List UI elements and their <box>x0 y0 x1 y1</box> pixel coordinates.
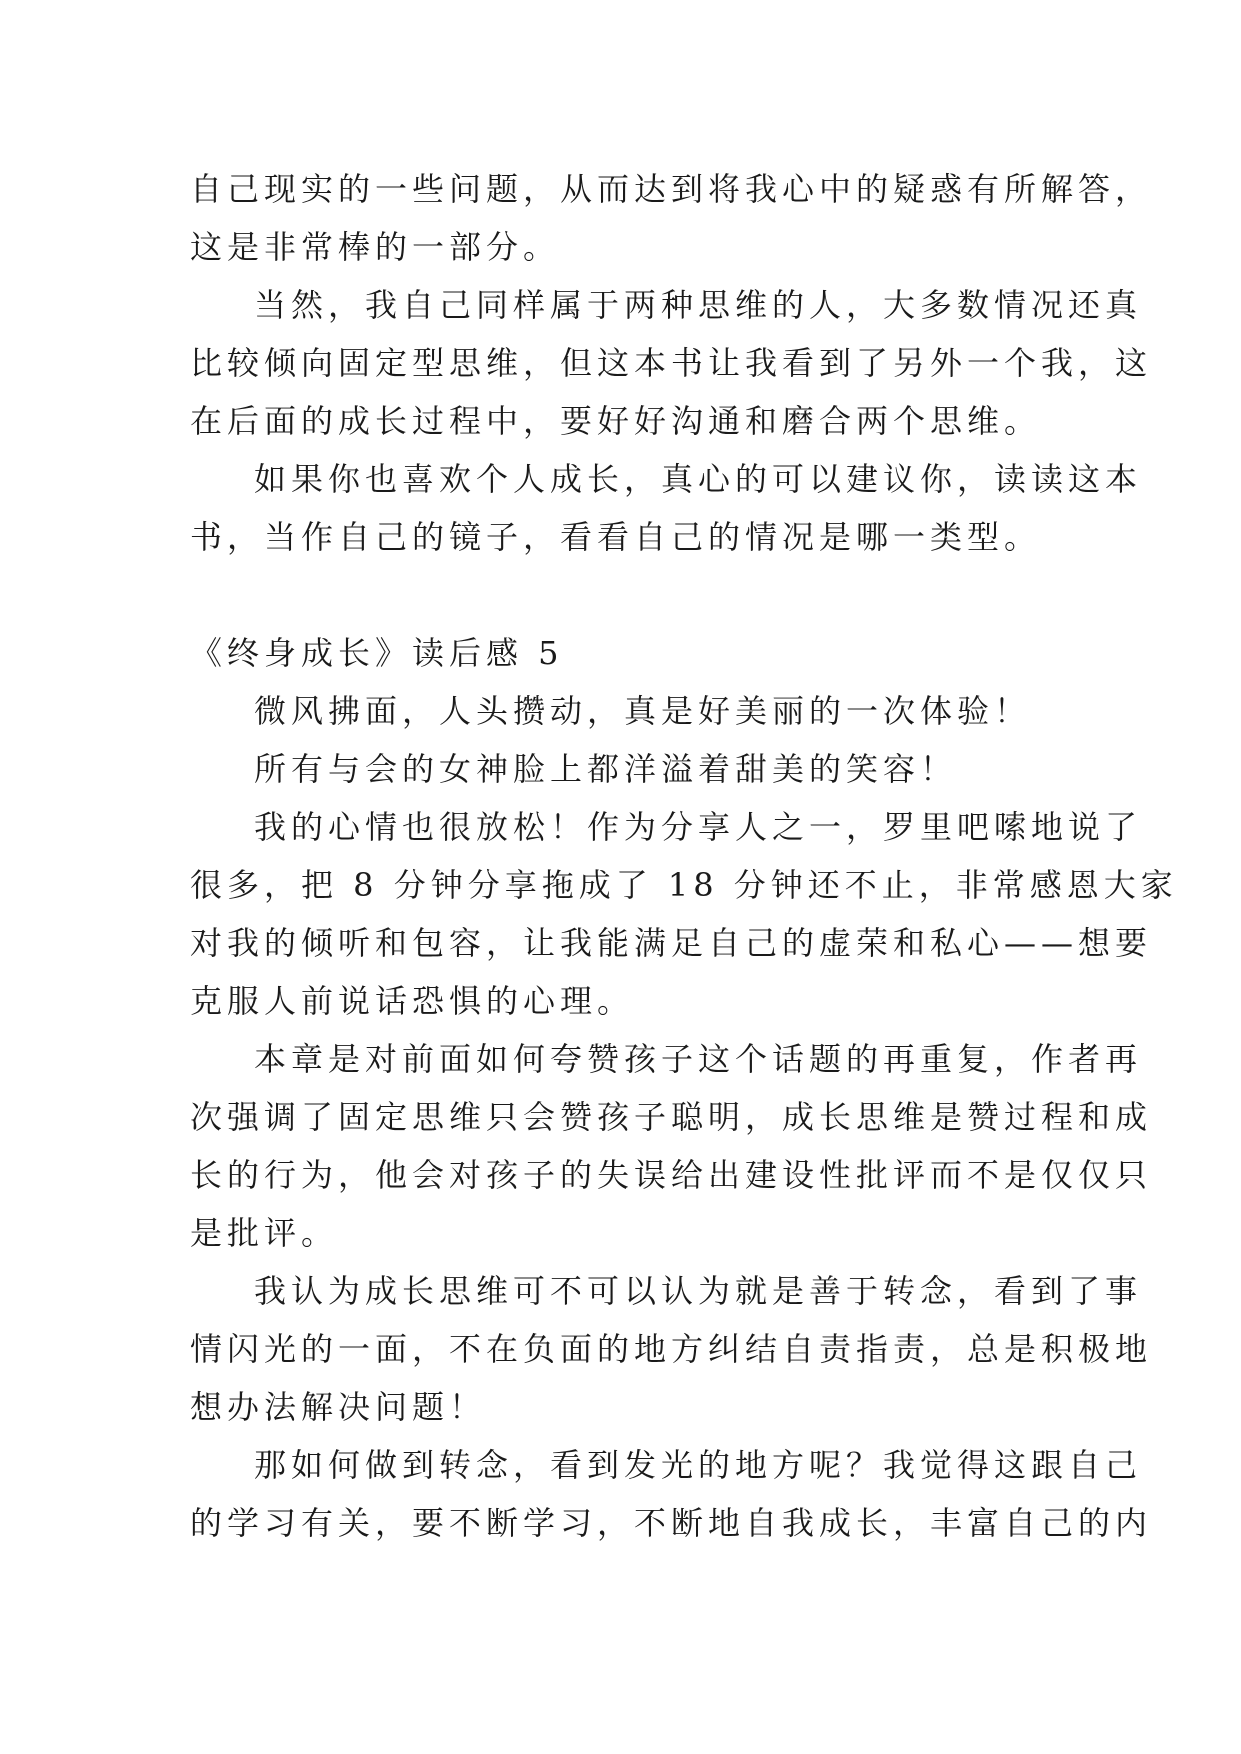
text-line: 我的心情也很放松！作为分享人之一，罗里吧嗦地说了 <box>254 808 1143 846</box>
text-line: 微风拂面，人头攒动，真是好美丽的一次体验！ <box>254 692 1032 730</box>
text-line: 那如何做到转念，看到发光的地方呢？我觉得这跟自己 <box>254 1446 1143 1484</box>
paragraph <box>190 1262 1153 1436</box>
paragraph <box>190 160 1153 276</box>
paragraph <box>190 682 1060 740</box>
section-title: 《终身成长》读后感 5 <box>190 634 564 672</box>
paragraph <box>190 276 1153 450</box>
text-line: 这是非常棒的一部分。 <box>190 228 561 266</box>
paragraph <box>190 798 1178 1030</box>
paragraph <box>190 450 1143 566</box>
paragraph <box>190 1030 1153 1262</box>
text-line: 克服人前说话恐惧的心理。 <box>190 982 635 1020</box>
text-line: 想办法解决问题！ <box>190 1388 487 1426</box>
text-line: 书，当作自己的镜子，看看自己的情况是哪一类型。 <box>190 518 1042 556</box>
text-line: 当然，我自己同样属于两种思维的人，大多数情况还真 <box>254 286 1143 324</box>
document-page <box>190 160 1178 1552</box>
text-line: 次强调了固定思维只会赞孩子聪明，成长思维是赞过程和成 <box>190 1098 1153 1136</box>
text-line: 是批评。 <box>190 1214 339 1252</box>
text-line: 很多，把 8 分钟分享拖成了 18 分钟还不止，非常感恩大家 <box>190 866 1178 904</box>
text-line: 所有与会的女神脸上都洋溢着甜美的笑容！ <box>254 750 958 788</box>
text-line: 我认为成长思维可不可以认为就是善于转念，看到了事 <box>254 1272 1143 1310</box>
text-line: 在后面的成长过程中，要好好沟通和磨合两个思维。 <box>190 402 1042 440</box>
text-line: 比较倾向固定型思维，但这本书让我看到了另外一个我，这 <box>190 344 1153 382</box>
text-line: 长的行为，他会对孩子的失误给出建设性批评而不是仅仅只 <box>190 1156 1153 1194</box>
text-line: 如果你也喜欢个人成长，真心的可以建议你，读读这本 <box>254 460 1143 498</box>
text-line: 本章是对前面如何夸赞孩子这个话题的再重复，作者再 <box>254 1040 1143 1078</box>
paragraph <box>190 740 1060 798</box>
text-line: 对我的倾听和包容，让我能满足自己的虚荣和私心——想要 <box>190 924 1153 962</box>
text-line: 自己现实的一些问题，从而达到将我心中的疑惑有所解答， <box>190 170 1153 208</box>
text-line: 情闪光的一面，不在负面的地方纠结自责指责，总是积极地 <box>190 1330 1153 1368</box>
text-line: 的学习有关，要不断学习，不断地自我成长，丰富自己的内 <box>190 1504 1153 1542</box>
paragraph <box>190 1436 1153 1552</box>
section-gap <box>190 566 1060 624</box>
